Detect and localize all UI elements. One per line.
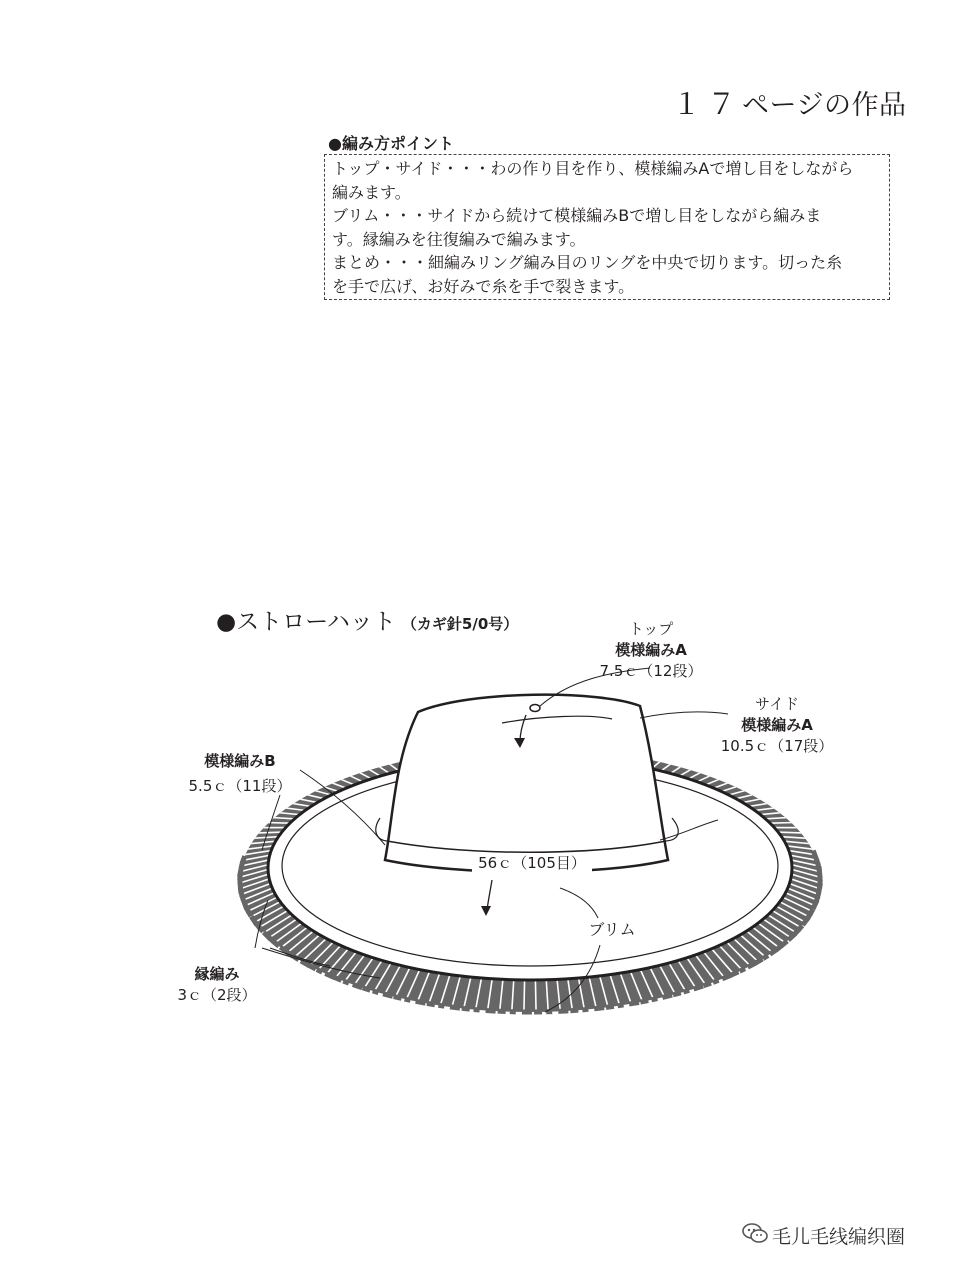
fringe-tab [582,1007,588,1013]
watermark [742,1222,905,1249]
label-side-part: サイド [755,695,799,713]
label-brim-pattern-name: 模様編みB [204,752,276,770]
points-heading: ●編み方ポイント [328,134,454,153]
points-line: す。縁編みを往復編みで編みます。 [332,229,586,249]
label-edging [172,964,262,1006]
fringe-tab [462,1006,470,1012]
label-top-size: 7.5ｃ（12段） [599,662,703,680]
points-line: まとめ・・・細編みリング編み目のリングを中央で切ります。切った糸 [332,253,843,272]
fringe-tab [473,1007,479,1013]
fringe-tab [570,1008,578,1014]
points-line: 編みます。 [332,182,411,202]
label-circumference: 56ｃ（105目） [472,853,592,874]
diagram-title-text: ●ストローハット [216,609,396,635]
fringe-tab [594,1005,604,1011]
page-title-suffix: ページの作品 [742,90,907,121]
label-brim-pattern [185,751,295,797]
wechat-icon [742,1222,768,1249]
fringe-tab [238,883,244,893]
fringe-tab [606,1004,615,1010]
fringe-tab [438,1003,445,1009]
fringe-gap [524,978,525,1022]
crown-shape [385,695,668,872]
fringe-tab [522,1009,532,1014]
points-line: を手で広げ、お好みで糸を手で裂きます。 [332,276,635,296]
label-brim: ブリム [588,920,636,939]
label-top [596,619,706,682]
fringe-tab [817,866,823,876]
label-side-pattern: 模様編みA [741,716,813,734]
page-number: １７ [672,87,743,121]
label-brim-pattern-size: 5.5ｃ（11段） [188,777,292,795]
diagram-subtitle: （カギ針5/0号） [401,615,519,633]
fringe-tab [617,1002,624,1008]
fringe-tab [534,1009,542,1014]
points-line: ブリム・・・サイドから続けて模様編みBで増し目をしながら編みま [332,206,822,225]
fringe-tab [510,1009,516,1014]
fringe-tab [485,1008,495,1014]
watermark-text: 毛儿毛线编织圈 [772,1226,906,1248]
fringe-tab [558,1008,568,1013]
fringe-gap [535,978,536,1022]
label-side [712,694,842,757]
label-edging-size: 3ｃ（2段） [177,986,257,1004]
label-top-part: トップ [628,620,674,638]
points-line: トップ・サイド・・・わの作り目を作り、模様編みAで増し目をしながら [332,159,854,178]
label-top-pattern: 模様編みA [615,641,687,659]
fringe-tab [498,1009,506,1014]
label-edging-pattern: 縁編み [194,965,240,983]
label-side-size: 10.5ｃ（17段） [720,737,834,755]
